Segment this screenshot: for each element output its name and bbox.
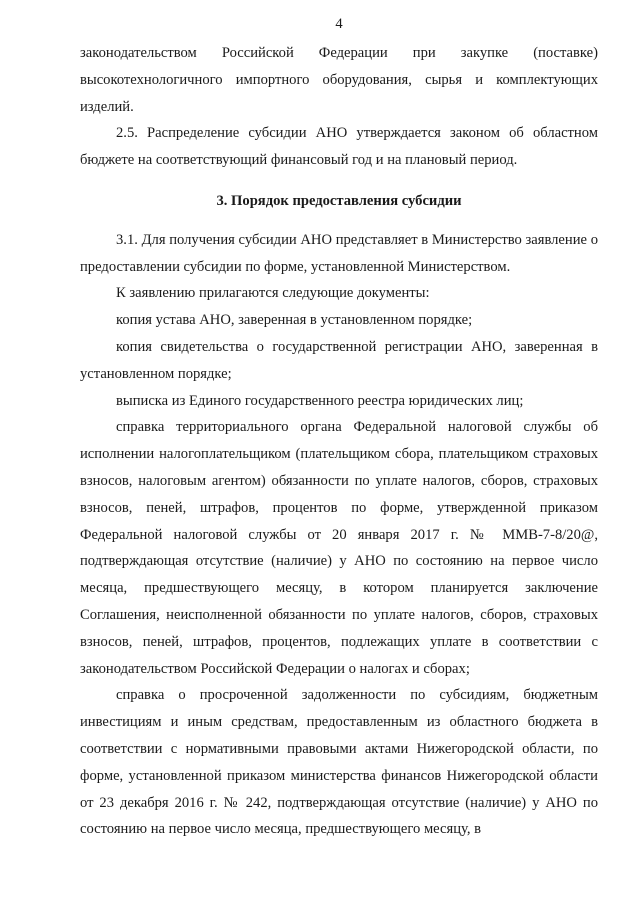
list-item-registration-certificate: копия свидетельства о государственной регистрации АНО, заверенная в установленном порядке;: [80, 338, 598, 382]
paragraph-2-5: 2.5. Распределение субсидии АНО утверждается законом об областном бюджете на соответствующий финансовый год и на плановый период.: [80, 125, 598, 169]
list-item-overdue-debt-certificate: справка о просроченной задолженности по субсидиям, бюджетным инвестициям и иным средствам, предоставленным из областного бюджета в соответствии с нормативными правовыми актами Нижегородской области, по форме, установленной приказом министерства финансов Нижегородской области от 23 декабря 2016 г. № 242, подтверждающая отсутствие (наличие) у АНО по состоянию на первое число месяца, предшествующего месяцу, в: [80, 687, 598, 838]
body-after-heading: [80, 227, 598, 843]
page-number: 4: [335, 16, 343, 32]
list-item-tax-certificate: справка территориального органа Федеральной налоговой службы об исполнении налогоплательщиком (плательщиком сбора, плательщиком страховых взносов, налоговым агентом) обязанности по уплате налогов, сборов, страховых взносов, пеней, штрафов, процентов по форме, утвержденной приказом Федеральной налоговой службы от 20 января 2017 г. № ММВ-7-8/20@, подтверждающая отсутствие (наличие) у АНО по состоянию на первое число месяца, предшествующего месяцу, в котором планируется заключение Соглашения, неисполненной обязанности по уплате налогов, сборов, страховых взносов, пеней, штрафов, процентов, подлежащих уплате в соответствии с законодательством Российской Федерации о налогах и сборах;: [80, 419, 598, 677]
paragraph-3-1: 3.1. Для получения субсидии АНО представляет в Министерство заявление о предоставлении субсидии по форме, установленной Министерством.: [80, 231, 598, 275]
section-heading: 3. Порядок предоставления субсидии: [216, 192, 462, 209]
paragraph-continuation: законодательством Российской Федерации при закупке (поставке) высокотехнологичного импортного оборудования, сырья и комплектующих изделий.: [80, 45, 598, 115]
list-item-registry-extract: выписка из Единого государственного реестра юридических лиц;: [116, 392, 524, 409]
paragraph-documents-intro: К заявлению прилагаются следующие документы:: [116, 285, 430, 302]
body-before-heading: [80, 40, 598, 174]
list-item-charter-copy: копия устава АНО, заверенная в установленном порядке;: [116, 312, 473, 329]
